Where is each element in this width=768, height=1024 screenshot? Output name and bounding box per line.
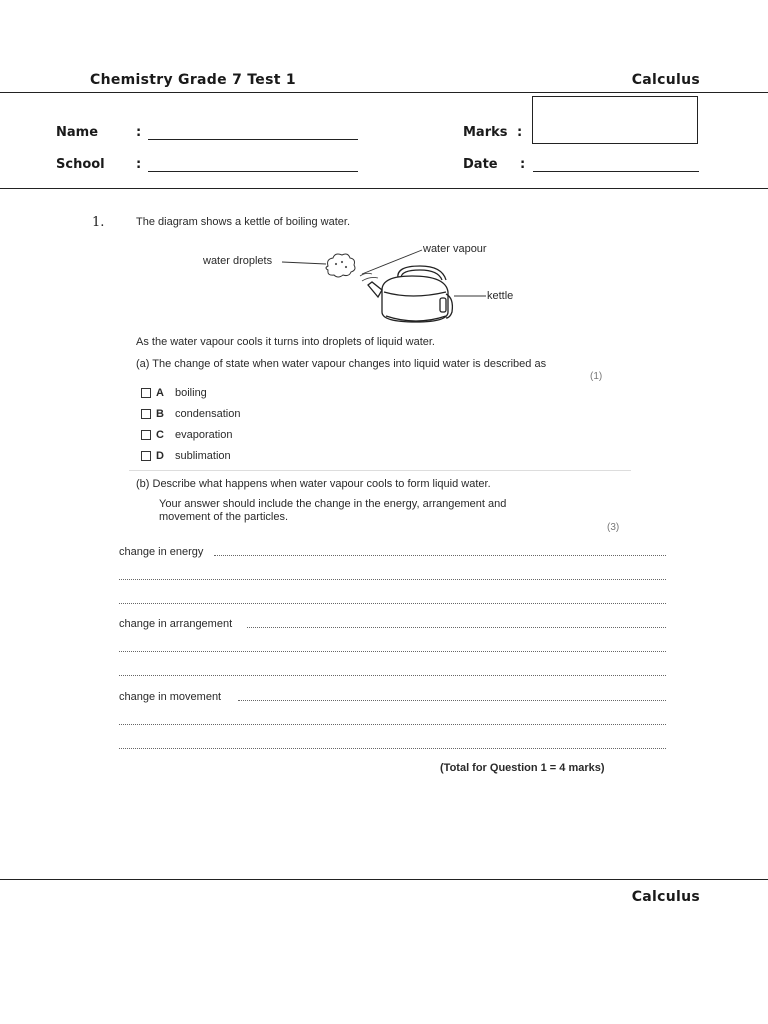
footer-brand: Calculus [631, 889, 700, 905]
option-c-checkbox[interactable] [141, 430, 151, 440]
part-a-marks: (1) [590, 371, 603, 382]
part-b-text: (b) Describe what happens when water vapour cools to form liquid water. [136, 478, 491, 490]
option-c[interactable] [141, 429, 233, 441]
part-a-text: (a) The change of state when water vapour changes into liquid water is described as [136, 358, 547, 370]
answer-line-energy-1[interactable] [214, 555, 666, 556]
header-rule [0, 92, 768, 93]
marks-label: Marks [463, 125, 508, 140]
name-label: Name [56, 125, 99, 140]
question-total: (Total for Question 1 = 4 marks) [440, 762, 605, 774]
part-b-instruction-1: Your answer should include the change in the energy, arrangement and [159, 498, 507, 510]
date-field[interactable] [533, 171, 699, 172]
question-statement: As the water vapour cools it turns into droplets of liquid water. [136, 336, 435, 348]
kettle-icon [368, 266, 452, 322]
answer-line-arrangement-1[interactable] [247, 627, 666, 628]
answer-line-arrangement-2[interactable] [119, 651, 666, 652]
answer-line-movement-1[interactable] [238, 700, 666, 701]
label-water-vapour: water vapour [423, 243, 487, 255]
option-b-text: condensation [175, 408, 241, 420]
part-b-marks: (3) [607, 522, 620, 533]
option-c-letter: C [156, 429, 164, 441]
answer-label-movement: change in movement [119, 691, 222, 703]
answer-line-movement-2[interactable] [119, 724, 666, 725]
brand-label: Calculus [631, 72, 700, 88]
vapour-wisps-icon [360, 273, 378, 281]
answer-label-energy: change in energy [119, 546, 204, 558]
kettle-diagram [270, 238, 500, 338]
date-label: Date [463, 157, 498, 172]
school-label: School [56, 157, 105, 172]
school-colon: : [136, 157, 142, 172]
option-c-text: evaporation [175, 429, 233, 441]
test-title: Chemistry Grade 7 Test 1 [90, 72, 296, 88]
part-b-instruction-2: movement of the particles. [159, 511, 289, 523]
option-b-checkbox[interactable] [141, 409, 151, 419]
option-a-checkbox[interactable] [141, 388, 151, 398]
option-d[interactable] [141, 450, 231, 462]
date-colon: : [520, 157, 526, 172]
droplets-leader-line [282, 262, 326, 264]
marks-box[interactable] [532, 96, 698, 144]
label-water-droplets: water droplets [203, 255, 273, 267]
part-divider [129, 470, 631, 471]
label-kettle: kettle [487, 290, 514, 302]
question-number: 1. [92, 215, 105, 230]
footer-rule [0, 879, 768, 880]
droplets-cloud-icon [326, 254, 355, 277]
option-a[interactable] [141, 387, 207, 399]
answer-line-energy-3[interactable] [119, 603, 666, 604]
answer-line-movement-3[interactable] [119, 748, 666, 749]
name-field[interactable] [148, 139, 358, 140]
marks-colon: : [517, 125, 523, 140]
option-d-checkbox[interactable] [141, 451, 151, 461]
option-a-text: boiling [175, 387, 207, 399]
option-a-letter: A [156, 387, 164, 399]
answer-label-arrangement: change in arrangement [119, 618, 233, 630]
option-b[interactable] [141, 408, 240, 420]
question-intro: The diagram shows a kettle of boiling water. [136, 216, 351, 228]
school-field[interactable] [148, 171, 358, 172]
name-colon: : [136, 125, 142, 140]
answer-line-energy-2[interactable] [119, 579, 666, 580]
option-d-letter: D [156, 450, 164, 462]
info-rule [0, 188, 768, 189]
option-d-text: sublimation [175, 450, 231, 462]
option-b-letter: B [156, 408, 164, 420]
answer-line-arrangement-3[interactable] [119, 675, 666, 676]
